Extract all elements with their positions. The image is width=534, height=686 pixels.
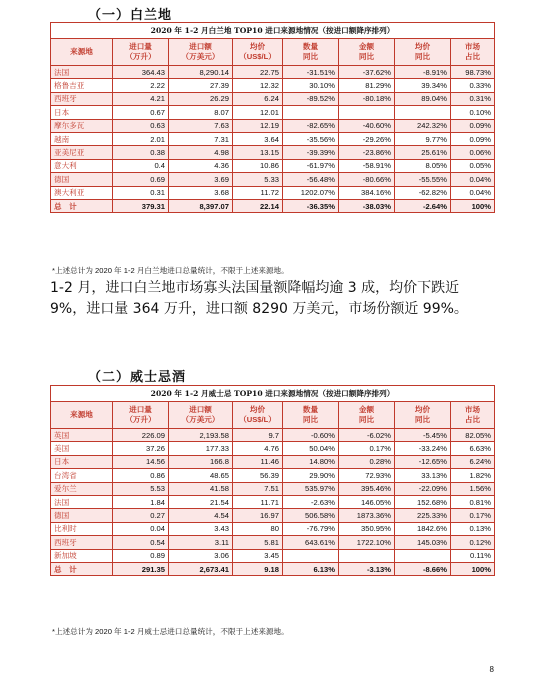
table-cell: -89.52% <box>283 92 339 105</box>
total-cell: 9.18 <box>233 562 283 575</box>
table-cell: 0.11% <box>451 549 495 562</box>
table-cell: 1.82% <box>451 469 495 482</box>
table-cell: 177.33 <box>169 442 233 455</box>
table-cell: 0.4 <box>113 159 169 172</box>
row-source-name: 日本 <box>51 455 113 468</box>
table-cell: -29.26% <box>339 132 395 145</box>
table-cell: 12.19 <box>233 119 283 132</box>
table-cell: 146.05% <box>339 495 395 508</box>
table-row <box>51 509 495 522</box>
table-cell: 98.73% <box>451 66 495 79</box>
table-cell: 3.69 <box>169 173 233 186</box>
table-cell: -82.65% <box>283 119 339 132</box>
table-cell: 3.06 <box>169 549 233 562</box>
table-cell: 33.13% <box>395 469 451 482</box>
table-cell: 29.90% <box>283 469 339 482</box>
table-cell: 166.8 <box>169 455 233 468</box>
table-cell: 3.68 <box>169 186 233 199</box>
table-cell: 7.51 <box>233 482 283 495</box>
table-cell: 30.10% <box>283 79 339 92</box>
table-cell: 3.43 <box>169 522 233 535</box>
table-row <box>51 429 495 442</box>
table-cell: 7.31 <box>169 132 233 145</box>
table-row <box>51 186 495 199</box>
total-cell: -38.03% <box>339 199 395 212</box>
table-cell: -35.56% <box>283 132 339 145</box>
table-cell: 0.04% <box>451 186 495 199</box>
total-cell: -3.13% <box>339 562 395 575</box>
table-cell: 0.69 <box>113 173 169 186</box>
table-cell: 2.01 <box>113 132 169 145</box>
table-cell: -58.91% <box>339 159 395 172</box>
table-cell: -2.63% <box>283 495 339 508</box>
table-cell: 11.46 <box>233 455 283 468</box>
whisky-header-row <box>51 402 495 429</box>
table-cell: 25.61% <box>395 146 451 159</box>
table-cell: 535.97% <box>283 482 339 495</box>
row-source-name: 比利时 <box>51 522 113 535</box>
row-source-name: 德国 <box>51 509 113 522</box>
table-cell: 2,193.58 <box>169 429 233 442</box>
whisky-table <box>50 385 495 576</box>
table-cell: 0.17% <box>339 442 395 455</box>
total-row <box>51 562 495 575</box>
table-row <box>51 106 495 119</box>
table-cell: -80.18% <box>339 92 395 105</box>
total-row <box>51 199 495 212</box>
row-source-name: 法国 <box>51 66 113 79</box>
table-cell: 0.12% <box>451 536 495 549</box>
table-cell: 0.33% <box>451 79 495 92</box>
table-row <box>51 536 495 549</box>
table-cell: 39.34% <box>395 79 451 92</box>
total-cell: 379.31 <box>113 199 169 212</box>
table-cell <box>283 106 339 119</box>
table-cell: 50.04% <box>283 442 339 455</box>
table-cell: 0.04% <box>451 173 495 186</box>
table-cell: 89.04% <box>395 92 451 105</box>
column-header: 金额 同比 <box>339 39 395 66</box>
table-row <box>51 482 495 495</box>
table-cell: 56.39 <box>233 469 283 482</box>
row-source-name: 英国 <box>51 429 113 442</box>
table-cell: 8.05% <box>395 159 451 172</box>
table-cell: 1202.07% <box>283 186 339 199</box>
column-header: 来源地 <box>51 402 113 429</box>
table-cell: 1.84 <box>113 495 169 508</box>
table-row <box>51 66 495 79</box>
table-cell: 82.05% <box>451 429 495 442</box>
table-cell: 0.89 <box>113 549 169 562</box>
brandy-header-row <box>51 39 495 66</box>
table-cell: 16.97 <box>233 509 283 522</box>
table-row <box>51 119 495 132</box>
column-header: 来源地 <box>51 39 113 66</box>
table-cell: 72.93% <box>339 469 395 482</box>
column-header: 金额 同比 <box>339 402 395 429</box>
table-cell: 27.39 <box>169 79 233 92</box>
table-cell: 0.63 <box>113 119 169 132</box>
table-cell: 1722.10% <box>339 536 395 549</box>
table-cell: 81.29% <box>339 79 395 92</box>
column-header: 市场 占比 <box>451 39 495 66</box>
table-row <box>51 522 495 535</box>
table-cell: 4.21 <box>113 92 169 105</box>
row-source-name: 爱尔兰 <box>51 482 113 495</box>
column-header: 进口量 （万升） <box>113 402 169 429</box>
table-cell: 7.63 <box>169 119 233 132</box>
column-header: 市场 占比 <box>451 402 495 429</box>
row-source-name: 摩尔多瓦 <box>51 119 113 132</box>
table-cell: 14.80% <box>283 455 339 468</box>
row-source-name: 德国 <box>51 173 113 186</box>
total-label: 总 计 <box>51 562 113 575</box>
brandy-summary-paragraph: 1-2 月，进口白兰地市场寡头法国量额降幅均逾 3 成，均价下跌近 9%，进口量 364 万升，进口额 8290 万美元，市场份额近 99%。 <box>50 280 468 317</box>
table-cell: -80.66% <box>339 173 395 186</box>
total-label: 总 计 <box>51 199 113 212</box>
table-cell: 350.95% <box>339 522 395 535</box>
table-cell: 0.38 <box>113 146 169 159</box>
table-cell: 11.71 <box>233 495 283 508</box>
total-cell: 100% <box>451 199 495 212</box>
table-row <box>51 146 495 159</box>
section1-title: （一）白兰地 <box>88 8 173 23</box>
whisky-note: *上述总计为 2020 年 1-2 月威士忌进口总量统计，不限于上述来源地。 <box>52 627 289 636</box>
table-cell: -31.51% <box>283 66 339 79</box>
table-row <box>51 549 495 562</box>
table-cell: -0.60% <box>283 429 339 442</box>
total-cell: 6.13% <box>283 562 339 575</box>
section2-title: （二）威士忌酒 <box>88 370 187 385</box>
table-cell: 4.54 <box>169 509 233 522</box>
column-header: 数量 同比 <box>283 402 339 429</box>
table-cell: -76.79% <box>283 522 339 535</box>
column-header: 均价 同比 <box>395 402 451 429</box>
table-cell: -6.02% <box>339 429 395 442</box>
column-header: 均价 （US$/L） <box>233 402 283 429</box>
table-cell: 3.45 <box>233 549 283 562</box>
table-cell: 0.28% <box>339 455 395 468</box>
table-cell: 0.05% <box>451 159 495 172</box>
table-cell: 9.7 <box>233 429 283 442</box>
column-header: 均价 同比 <box>395 39 451 66</box>
table-cell: 1.56% <box>451 482 495 495</box>
table-cell: -39.39% <box>283 146 339 159</box>
table-cell: -62.82% <box>395 186 451 199</box>
table-cell: 0.13% <box>451 522 495 535</box>
table-cell: -12.65% <box>395 455 451 468</box>
table-cell: 6.24 <box>233 92 283 105</box>
table-row <box>51 159 495 172</box>
whisky-table-caption: 2020 年 1-2 月威士忌 TOP10 进口来源地情况（按进口额降序排列） <box>50 385 495 401</box>
table-row <box>51 495 495 508</box>
table-cell: 4.36 <box>169 159 233 172</box>
table-cell: 242.32% <box>395 119 451 132</box>
table-cell: 1842.6% <box>395 522 451 535</box>
total-cell: -8.66% <box>395 562 451 575</box>
table-cell: -23.86% <box>339 146 395 159</box>
table-cell: 13.15 <box>233 146 283 159</box>
table-cell: 0.81% <box>451 495 495 508</box>
table-cell: 5.53 <box>113 482 169 495</box>
table-cell <box>395 106 451 119</box>
brandy-table-caption: 2020 年 1-2 月白兰地 TOP10 进口来源地情况（按进口额降序排列） <box>50 22 495 38</box>
table-cell <box>283 549 339 562</box>
table-row <box>51 79 495 92</box>
row-source-name: 澳大利亚 <box>51 186 113 199</box>
column-header: 数量 同比 <box>283 39 339 66</box>
table-cell: 225.33% <box>395 509 451 522</box>
row-source-name: 西班牙 <box>51 92 113 105</box>
table-cell: 10.86 <box>233 159 283 172</box>
table-cell: 22.75 <box>233 66 283 79</box>
table-cell: 9.77% <box>395 132 451 145</box>
row-source-name: 美国 <box>51 442 113 455</box>
table-cell: 21.54 <box>169 495 233 508</box>
table-cell: 12.32 <box>233 79 283 92</box>
table-cell: 0.09% <box>451 132 495 145</box>
table-cell: 8,290.14 <box>169 66 233 79</box>
brandy-table <box>50 22 495 213</box>
table-cell: -40.60% <box>339 119 395 132</box>
table-cell: 5.81 <box>233 536 283 549</box>
table-cell: 80 <box>233 522 283 535</box>
page-number: 8 <box>489 665 494 674</box>
total-cell: 2,673.41 <box>169 562 233 575</box>
table-cell: -56.48% <box>283 173 339 186</box>
table-cell: 12.01 <box>233 106 283 119</box>
table-cell: 0.31% <box>451 92 495 105</box>
row-source-name: 越南 <box>51 132 113 145</box>
table-cell: 4.76 <box>233 442 283 455</box>
column-header: 进口额 （万美元） <box>169 402 233 429</box>
table-cell: 1873.36% <box>339 509 395 522</box>
row-source-name: 新加坡 <box>51 549 113 562</box>
table-cell: 0.04 <box>113 522 169 535</box>
brandy-note: *上述总计为 2020 年 1-2 月白兰地进口总量统计，不限于上述来源地。 <box>52 266 289 275</box>
table-cell: 14.56 <box>113 455 169 468</box>
table-cell: 226.09 <box>113 429 169 442</box>
table-cell: 0.27 <box>113 509 169 522</box>
table-cell: -61.97% <box>283 159 339 172</box>
row-source-name: 日本 <box>51 106 113 119</box>
table-cell: 3.64 <box>233 132 283 145</box>
column-header: 均价 （US$/L） <box>233 39 283 66</box>
column-header: 进口额 （万美元） <box>169 39 233 66</box>
table-cell: 364.43 <box>113 66 169 79</box>
row-source-name: 台湾省 <box>51 469 113 482</box>
table-cell: 5.33 <box>233 173 283 186</box>
row-source-name: 亚美尼亚 <box>51 146 113 159</box>
table-cell: 11.72 <box>233 186 283 199</box>
table-cell: 0.09% <box>451 119 495 132</box>
table-cell: 643.61% <box>283 536 339 549</box>
table-cell: 506.58% <box>283 509 339 522</box>
table-cell: -33.24% <box>395 442 451 455</box>
column-header: 进口量 （万升） <box>113 39 169 66</box>
table-cell: 37.26 <box>113 442 169 455</box>
table-cell: -22.09% <box>395 482 451 495</box>
total-cell: 22.14 <box>233 199 283 212</box>
table-row <box>51 173 495 186</box>
table-cell: 6.24% <box>451 455 495 468</box>
table-cell: 152.68% <box>395 495 451 508</box>
table-cell: 395.46% <box>339 482 395 495</box>
table-cell: 0.06% <box>451 146 495 159</box>
table-cell: 0.86 <box>113 469 169 482</box>
table-cell: 145.03% <box>395 536 451 549</box>
table-cell: -8.91% <box>395 66 451 79</box>
table-cell: 0.10% <box>451 106 495 119</box>
table-cell: -55.55% <box>395 173 451 186</box>
total-cell: -36.35% <box>283 199 339 212</box>
table-cell: 2.22 <box>113 79 169 92</box>
row-source-name: 法国 <box>51 495 113 508</box>
table-cell: 48.65 <box>169 469 233 482</box>
table-cell <box>339 549 395 562</box>
table-cell: 0.17% <box>451 509 495 522</box>
total-cell: 291.35 <box>113 562 169 575</box>
row-source-name: 意大利 <box>51 159 113 172</box>
table-cell: 0.31 <box>113 186 169 199</box>
table-cell: 384.16% <box>339 186 395 199</box>
table-row <box>51 132 495 145</box>
table-cell: 0.54 <box>113 536 169 549</box>
table-cell: 26.29 <box>169 92 233 105</box>
table-cell: 41.58 <box>169 482 233 495</box>
table-row <box>51 469 495 482</box>
table-cell: 8.07 <box>169 106 233 119</box>
table-cell: 4.98 <box>169 146 233 159</box>
table-cell: -5.45% <box>395 429 451 442</box>
total-cell: 100% <box>451 562 495 575</box>
table-row <box>51 442 495 455</box>
row-source-name: 西班牙 <box>51 536 113 549</box>
table-cell <box>339 106 395 119</box>
table-cell: 6.63% <box>451 442 495 455</box>
row-source-name: 格鲁吉亚 <box>51 79 113 92</box>
total-cell: -2.64% <box>395 199 451 212</box>
table-cell: 0.67 <box>113 106 169 119</box>
table-row <box>51 92 495 105</box>
table-cell: 3.11 <box>169 536 233 549</box>
total-cell: 8,397.07 <box>169 199 233 212</box>
table-cell <box>395 549 451 562</box>
table-row <box>51 455 495 468</box>
table-cell: -37.62% <box>339 66 395 79</box>
